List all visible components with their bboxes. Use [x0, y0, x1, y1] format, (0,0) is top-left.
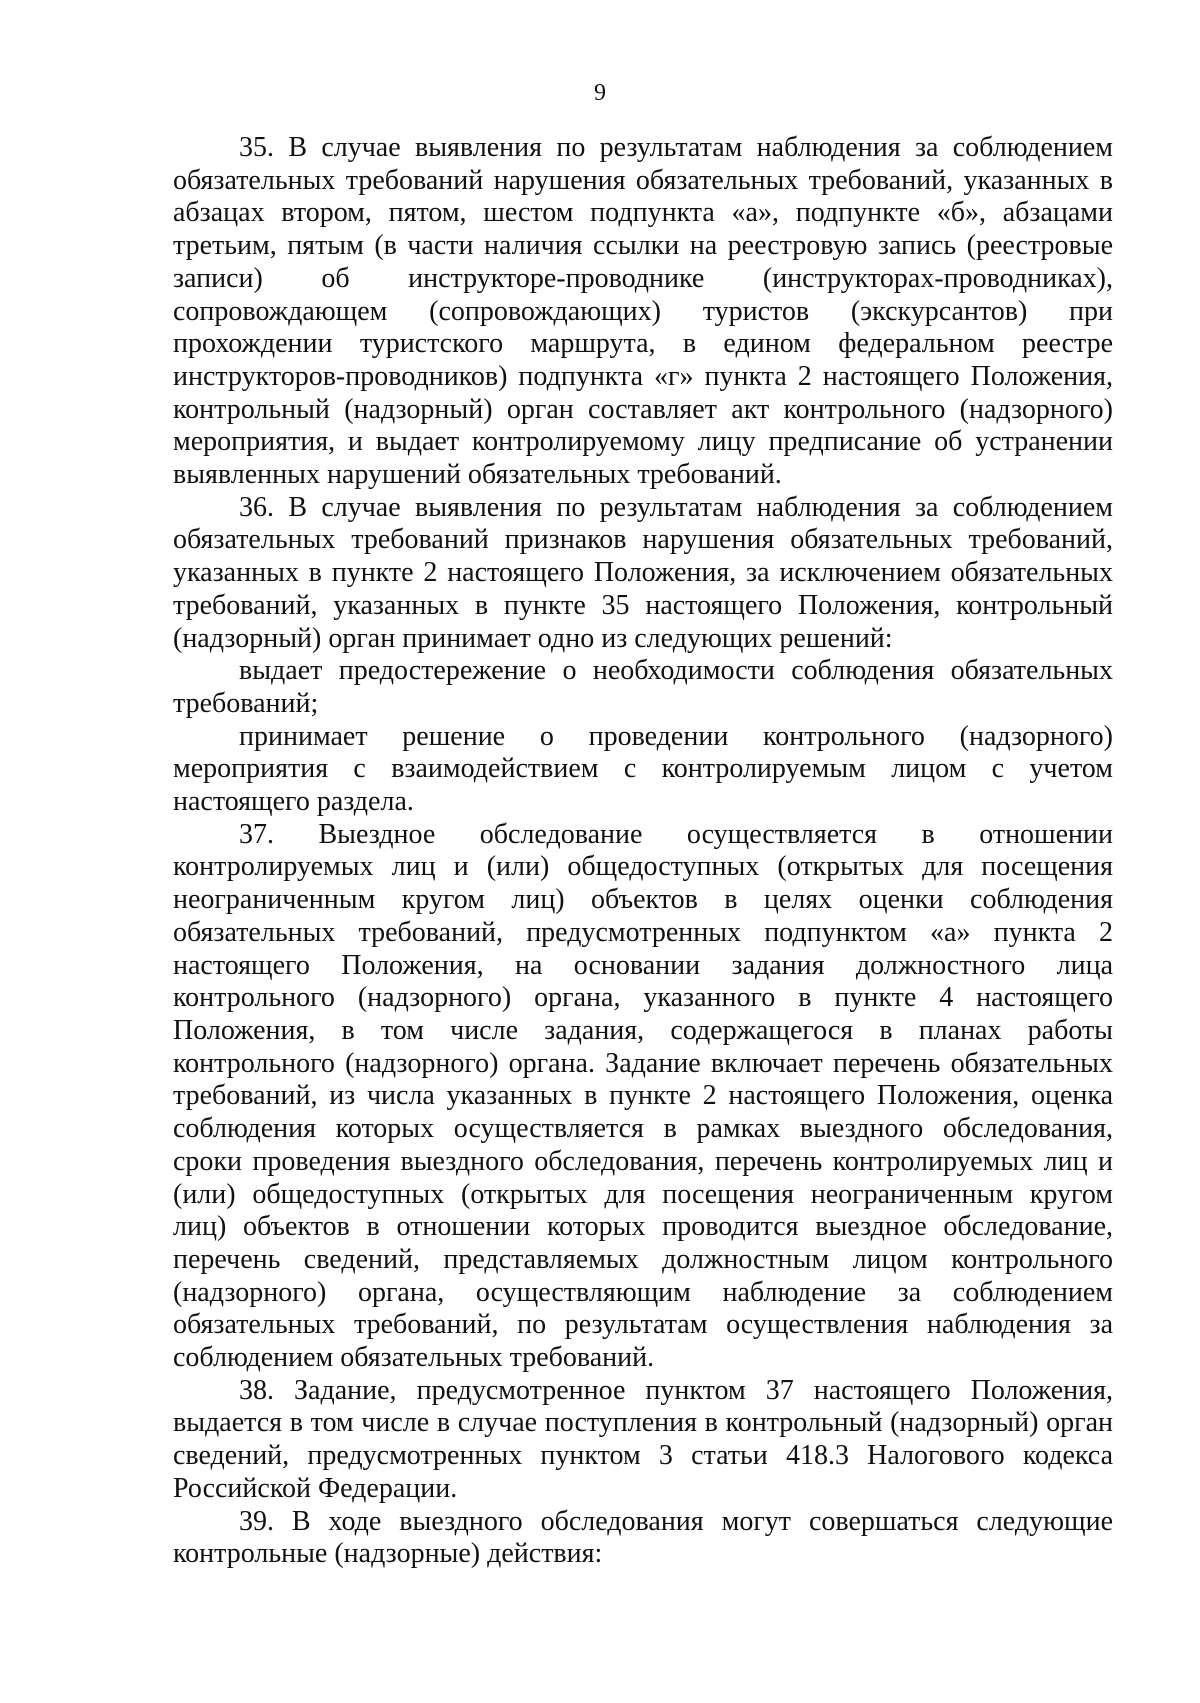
- paragraph-36: 36. В случае выявления по результатам наблюдения за соблюдением обязательных требований признаков нарушения обязательных требований, указанных в пункте 2 настоящего Положения, за исключением обязательных требований, указанных в пункте 35 настоящего Положения, контрольный (надзорный) орган принимает одно из следующих решений:: [173, 491, 1113, 654]
- paragraph-39: 39. В ходе выездного обследования могут совершаться следующие контрольные (надзорные) действия:: [173, 1505, 1113, 1570]
- page-number: 9: [594, 80, 606, 106]
- paragraph-38: 38. Задание, предусмотренное пунктом 37 настоящего Положения, выдается в том числе в случае поступления в контрольный (надзорный) орган сведений, предусмотренных пунктом 3 статьи 418.3 Налогового кодекса Российской Федерации.: [173, 1374, 1113, 1504]
- paragraph-37: 37. Выездное обследование осуществляется в отношении контролируемых лиц и (или) общедоступных (открытых для посещения неограниченным кругом лиц) объектов в целях оценки соблюдения обязательных требований, предусмотренных подпунктом «а» пункта 2 настоящего Положения, на основании задания должностного лица контрольного (надзорного) органа, указанного в пункте 4 настоящего Положения, в том числе задания, содержащегося в планах работы контрольного (надзорного) органа. Задание включает перечень обязательных требований, из числа указанных в пункте 2 настоящего Положения, оценка соблюдения которых осуществляется в рамках выездного обследования, сроки проведения выездного обследования, перечень контролируемых лиц и (или) общедоступных (открытых для посещения неограниченным кругом лиц) объектов в отношении которых проводится выездное обследование, перечень сведений, представляемых должностным лицом контрольного (надзорного) органа, осуществляющим наблюдение за соблюдением обязательных требований, по результатам осуществления наблюдения за соблюдением обязательных требований.: [173, 818, 1113, 1374]
- paragraph-36-option-inspection: принимает решение о проведении контрольного (надзорного) мероприятия с взаимодействием с контролируемым лицом с учетом настоящего раздела.: [173, 720, 1113, 818]
- document-body: [173, 132, 1113, 1571]
- paragraph-35: 35. В случае выявления по результатам наблюдения за соблюдением обязательных требований нарушения обязательных требований, указанных в абзацах втором, пятом, шестом подпункта «а», подпункте «б», абзацами третьим, пятым (в части наличия ссылки на реестровую запись (реестровые записи) об инструкторе-проводнике (инструкторах-проводниках), сопровождающем (сопровождающих) туристов (экскурсантов) при прохождении туристского маршрута, в едином федеральном реестре инструкторов-проводников) подпункта «г» пункта 2 настоящего Положения, контрольный (надзорный) орган составляет акт контрольного (надзорного) мероприятия, и выдает контролируемому лицу предписание об устранении выявленных нарушений обязательных требований.: [173, 132, 1113, 491]
- paragraph-36-option-warning: выдает предостережение о необходимости соблюдения обязательных требований;: [173, 655, 1113, 719]
